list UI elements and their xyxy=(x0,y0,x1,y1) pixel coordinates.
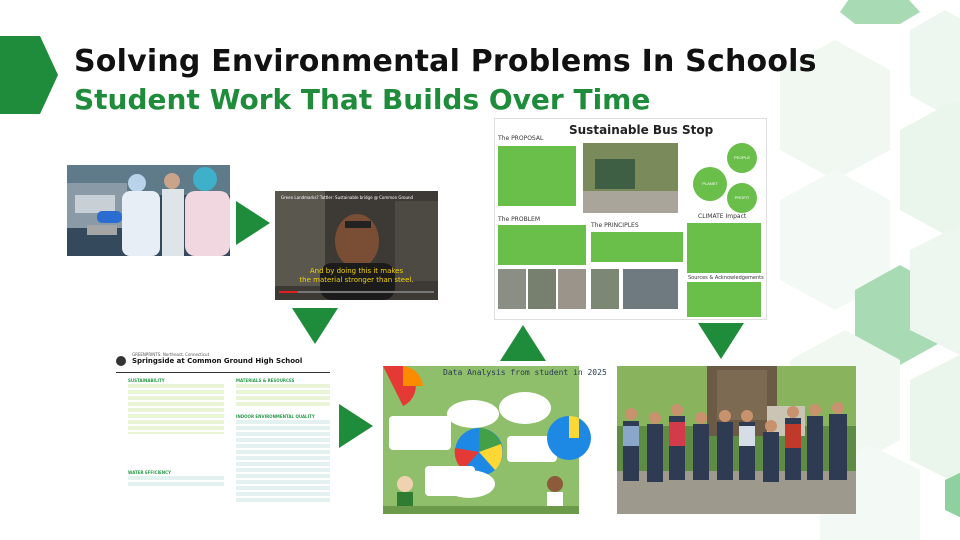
arrow-right-2 xyxy=(339,404,373,448)
report-heading-ieq: INDOOR ENVIRONMENTAL QUALITY xyxy=(236,414,315,419)
leaf-icon xyxy=(116,356,126,366)
arrow-down-1 xyxy=(292,308,338,344)
circle-profit: PROFIT xyxy=(727,183,757,213)
report-heading-sustainability: SUSTAINABILITY xyxy=(128,378,165,383)
report-header-small: GREENPRINTS: Northeast, Connecticut xyxy=(132,352,210,357)
page-title: Solving Environmental Problems In Schools xyxy=(74,44,817,79)
data-analysis-slide xyxy=(383,366,607,514)
poster-section-proposal: The PROPOSAL xyxy=(498,135,544,142)
poster-title: Sustainable Bus Stop xyxy=(569,123,714,137)
poster-section-climate: CLIMATE Impact xyxy=(698,213,747,220)
school-report xyxy=(112,348,334,506)
arrow-down-2 xyxy=(698,323,744,359)
arrow-right-1 xyxy=(236,201,270,245)
video-caption-top: Green Landmarks? Tattler: Sustainable bridge @ Common Ground xyxy=(281,195,414,200)
video-subtitle-line2: the material stronger than steel. xyxy=(299,276,414,284)
video-subtitle-line1: And by doing this it makes xyxy=(309,267,404,275)
circle-people: PEOPLE xyxy=(727,143,757,173)
poster-section-sources: Sources & Acknowledgements xyxy=(688,275,764,281)
page-subtitle: Student Work That Builds Over Time xyxy=(74,83,651,116)
poster-section-problem: The PROBLEM xyxy=(498,216,541,223)
report-school-name: Springside at Common Ground High School xyxy=(132,357,303,365)
group-photo xyxy=(617,366,856,514)
circle-planet: PLANET xyxy=(693,167,727,201)
bus-stop-poster xyxy=(494,118,767,320)
report-heading-materials: MATERIALS & RESOURCES xyxy=(236,378,295,383)
title-marker xyxy=(0,36,60,114)
report-heading-water: WATER EFFICIENCY xyxy=(128,470,171,475)
arrow-up xyxy=(500,325,546,361)
video-progress-bar[interactable] xyxy=(279,291,434,293)
data-slide-title: Data Analysis from student in 2025 xyxy=(443,368,607,377)
video-player[interactable] xyxy=(275,191,438,300)
poster-section-principles: The PRINCIPLES xyxy=(591,222,639,229)
lab-photo xyxy=(67,165,230,256)
